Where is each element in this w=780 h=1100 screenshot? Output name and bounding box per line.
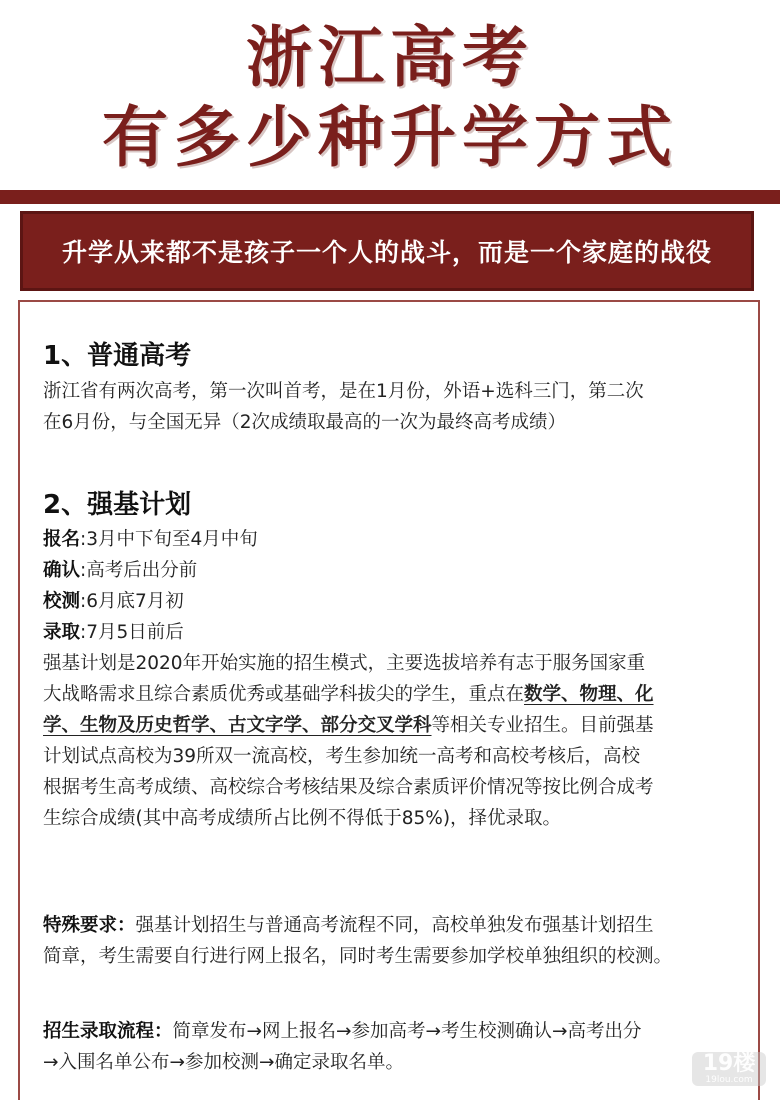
process-text: 简章发布→网上报名→参加高考→考生校测确认→高考出分 [172, 1021, 642, 1042]
section1-body-line: 在6月份，与全国无异（2次成绩取最高的一次为最终高考成绩） [43, 412, 567, 433]
description-line [43, 710, 743, 741]
section2-heading: 2、强基计划 [43, 490, 192, 520]
watermark-main: 19楼 [702, 1051, 756, 1076]
description-text: 大战略需求且综合素质优秀或基础学科拔尖的学生，重点在 [43, 684, 525, 705]
admission-process [43, 1016, 743, 1078]
special-label: 特殊要求： [43, 915, 136, 936]
schedule-label: 确认 [43, 560, 81, 581]
schedule-row [43, 586, 743, 617]
emphasis-subjects: 数学、物理、化 [524, 684, 654, 705]
schedule-row [43, 617, 743, 648]
page-title: 浙江高考 [246, 19, 534, 96]
schedule-value: :6月底7月初 [80, 591, 184, 612]
description-line [43, 679, 743, 710]
special-requirements [43, 910, 743, 972]
description-line: 生综合成绩(其中高考成绩所占比例不得低于85%)，择优录取。 [43, 808, 562, 829]
slogan-banner: 升学从来都不是孩子一个人的战斗，而是一个家庭的战役 [20, 211, 754, 291]
schedule-label: 录取 [43, 622, 81, 643]
page-subtitle: 有多少种升学方式 [102, 99, 678, 176]
process-line [43, 1016, 743, 1047]
special-line [43, 910, 743, 941]
schedule-row [43, 555, 743, 586]
section2-body [43, 524, 743, 834]
process-line: →入围名单公布→参加校测→确定录取名单。 [43, 1052, 405, 1073]
description-line: 计划试点高校为39所双一流高校，考生参加统一高考和高校考核后，高校 [43, 746, 641, 767]
schedule-value: :3月中下旬至4月中旬 [80, 529, 258, 550]
title-divider [0, 190, 780, 204]
special-text: 强基计划招生与普通高考流程不同，高校单独发布强基计划招生 [135, 915, 654, 936]
process-label: 招生录取流程： [43, 1021, 173, 1042]
schedule-row [43, 524, 743, 555]
special-line: 简章，考生需要自行进行网上报名，同时考生需要参加学校单独组织的校测。 [43, 946, 673, 967]
watermark-sub: 19lou.com [705, 1075, 753, 1085]
section1-body-line: 浙江省有两次高考，第一次叫首考，是在1月份，外语+选科三门，第二次 [43, 381, 644, 402]
schedule-label: 校测 [43, 591, 81, 612]
description-text: 等相关专业招生。目前强基 [431, 715, 654, 736]
schedule-value: :7月5日前后 [80, 622, 184, 643]
emphasis-subjects: 学、生物及历史哲学、古文字学、部分交叉学科 [43, 715, 432, 736]
section1-body [43, 376, 743, 438]
description-line: 强基计划是2020年开始实施的招生模式，主要选拔培养有志于服务国家重 [43, 653, 646, 674]
schedule-value: :高考后出分前 [80, 560, 198, 581]
description-line: 根据考生高考成绩、高校综合考核结果及综合素质评价情况等按比例合成考 [43, 777, 654, 798]
watermark-logo [692, 1052, 766, 1086]
section1-heading: 1、普通高考 [43, 341, 192, 371]
schedule-label: 报名 [43, 529, 81, 550]
